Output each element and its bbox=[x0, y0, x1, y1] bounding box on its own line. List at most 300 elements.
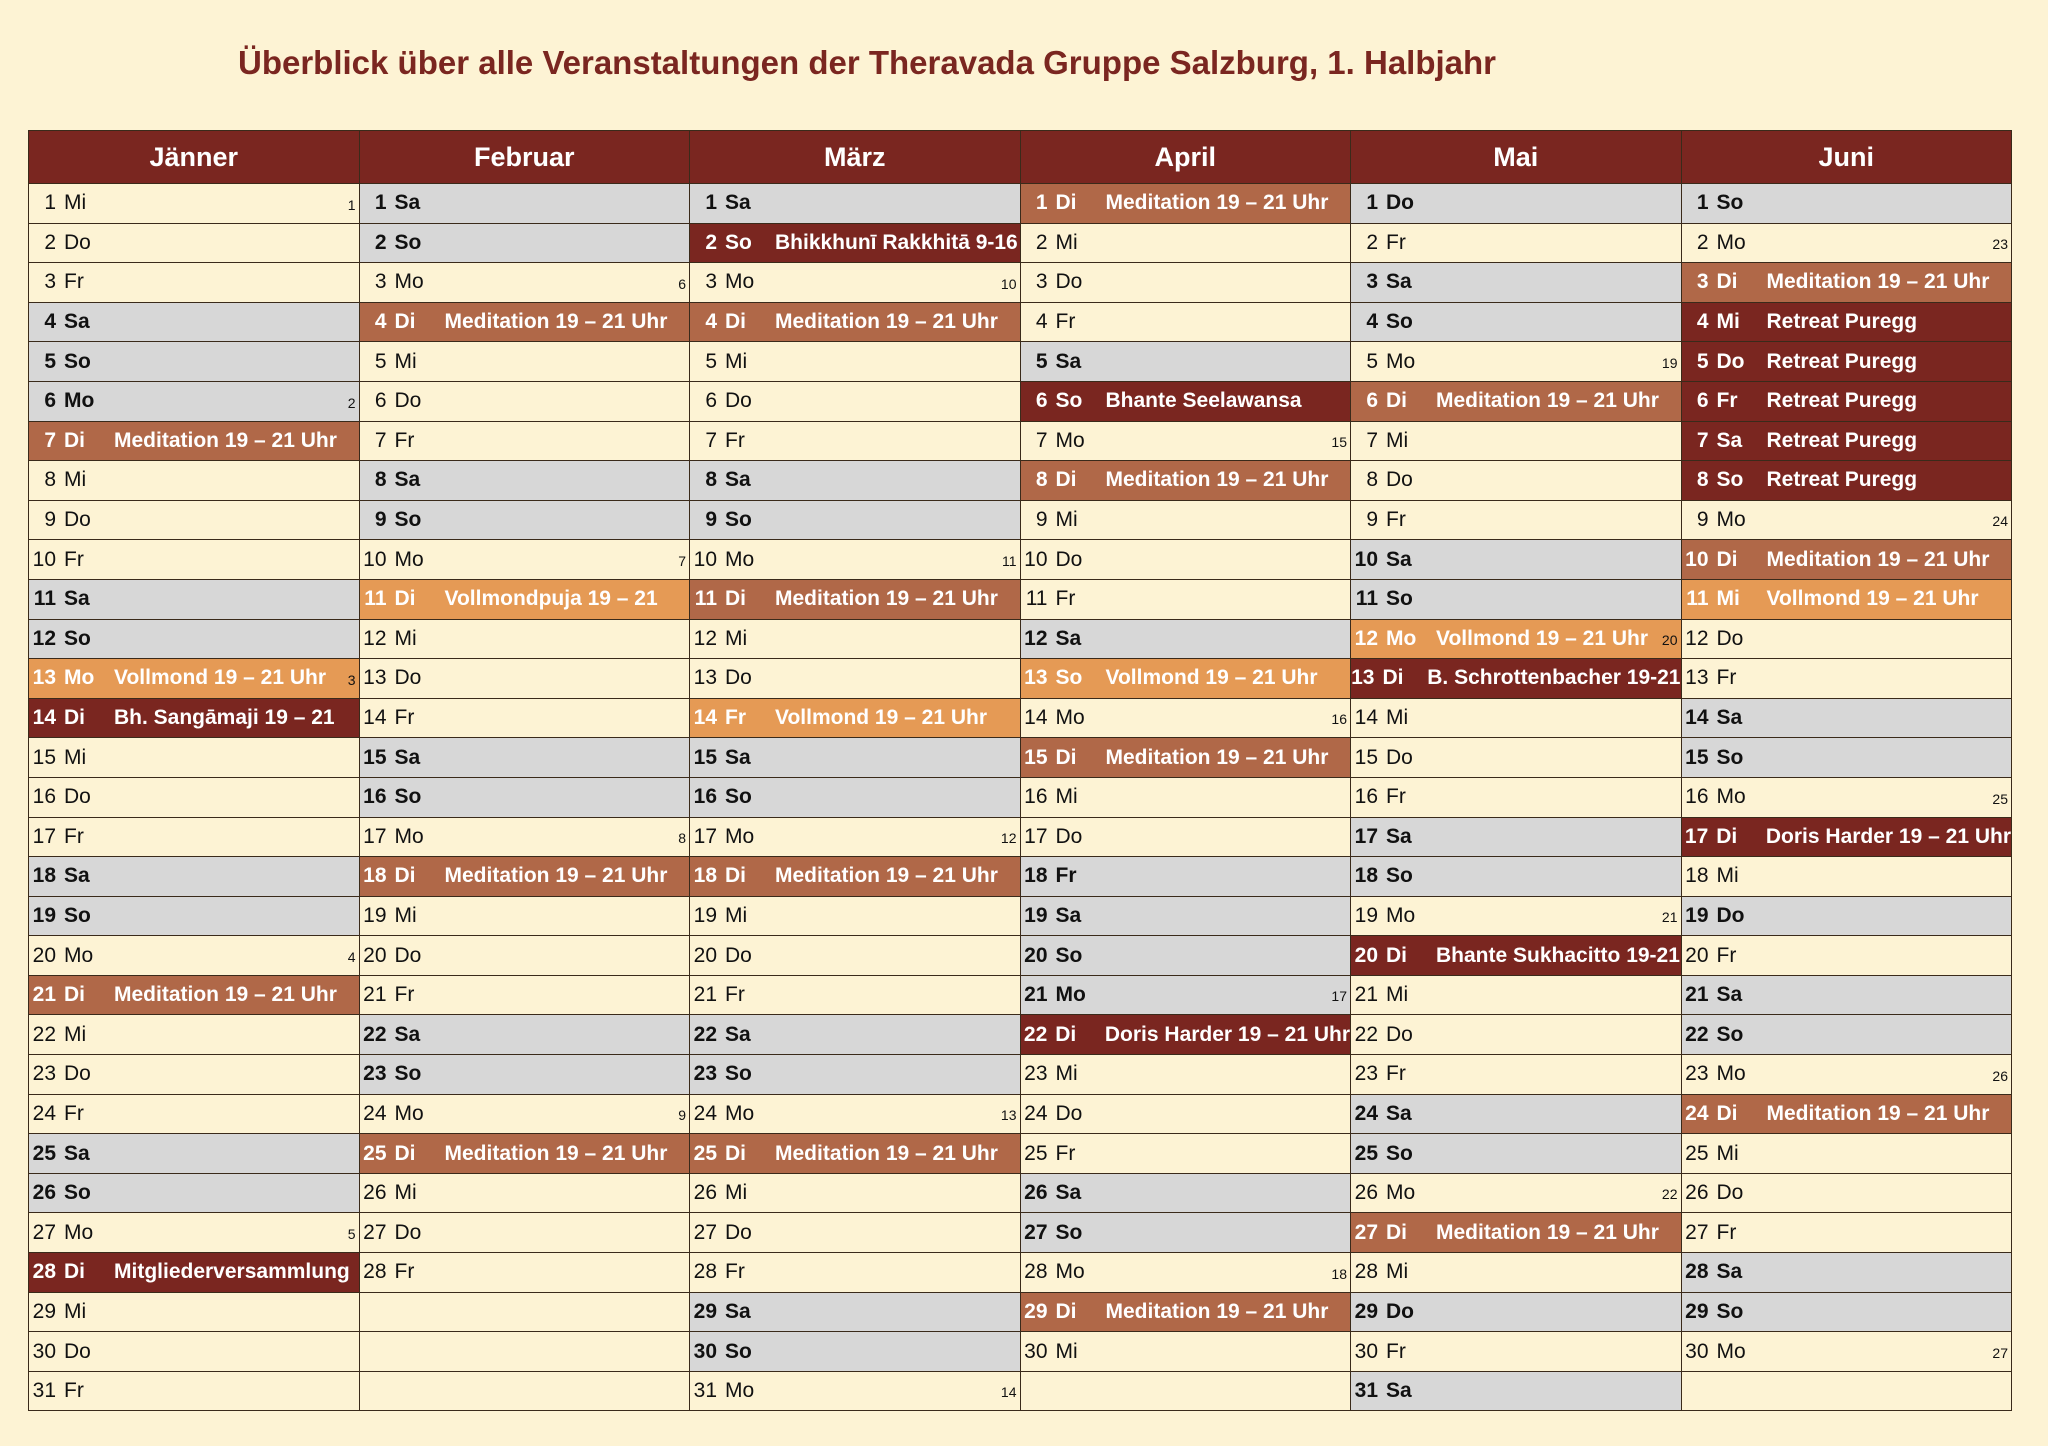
day-cell bbox=[1020, 1055, 1351, 1095]
month-header: März bbox=[690, 131, 1021, 184]
day-cell bbox=[1351, 302, 1682, 342]
day-cell bbox=[1351, 975, 1682, 1015]
day-row bbox=[29, 896, 2012, 936]
day-cell bbox=[690, 896, 1021, 936]
weekday: Do bbox=[394, 389, 422, 413]
day-cell bbox=[690, 540, 1021, 580]
day-number: 23 bbox=[1024, 1062, 1048, 1086]
event-label: Meditation 19 – 21 Uhr bbox=[1105, 191, 1329, 215]
day-number: 6 bbox=[705, 389, 717, 413]
day-number: 14 bbox=[363, 706, 387, 730]
weekday: Mo bbox=[1716, 1062, 1746, 1086]
day-row bbox=[29, 1292, 2012, 1332]
weekday: Di bbox=[64, 428, 85, 452]
day-number: 15 bbox=[693, 745, 717, 769]
weekday: Mo bbox=[725, 1379, 755, 1403]
day-number: 20 bbox=[32, 943, 56, 967]
day-cell bbox=[359, 500, 690, 540]
day-number: 3 bbox=[1696, 270, 1709, 294]
event-cell bbox=[29, 421, 360, 461]
day-cell bbox=[29, 817, 360, 857]
day-cell bbox=[1351, 1371, 1682, 1411]
month-header: Jänner bbox=[29, 131, 360, 184]
day-cell bbox=[29, 619, 360, 659]
week-number: 27 bbox=[1992, 1344, 2008, 1361]
weekday: Sa bbox=[1386, 270, 1412, 294]
event-cell bbox=[1351, 1213, 1682, 1253]
weekday: Do bbox=[394, 1220, 422, 1244]
day-cell bbox=[29, 579, 360, 619]
weekday: Fr bbox=[1386, 785, 1406, 809]
day-cell bbox=[690, 421, 1021, 461]
event-label: Retreat Puregg bbox=[1766, 310, 1918, 334]
event-cell bbox=[1020, 184, 1351, 224]
weekday: Mo bbox=[725, 547, 755, 571]
weekday: Di bbox=[1716, 824, 1738, 848]
day-number: 21 bbox=[32, 983, 56, 1007]
day-cell bbox=[29, 1173, 360, 1213]
day-row bbox=[29, 1332, 2012, 1372]
day-number: 13 bbox=[1024, 666, 1048, 690]
day-number: 15 bbox=[1354, 745, 1378, 769]
day-number: 7 bbox=[1035, 428, 1048, 452]
weekday: Fr bbox=[64, 270, 84, 294]
weekday: Mi bbox=[1716, 864, 1739, 888]
weekday: Fr bbox=[1055, 864, 1077, 888]
weekday: Mo bbox=[1386, 349, 1416, 373]
weekday: Do bbox=[1386, 191, 1414, 215]
weekday: Di bbox=[725, 587, 746, 611]
day-row bbox=[29, 184, 2012, 224]
weekday: Sa bbox=[1055, 1181, 1082, 1205]
weekday: Di bbox=[1055, 1022, 1077, 1046]
day-cell bbox=[1351, 1015, 1682, 1055]
day-cell bbox=[1020, 1213, 1351, 1253]
weekday: Fr bbox=[1716, 389, 1738, 413]
day-number: 10 bbox=[1354, 547, 1378, 571]
day-cell bbox=[690, 817, 1021, 857]
day-cell bbox=[690, 1015, 1021, 1055]
day-cell bbox=[1351, 579, 1682, 619]
day-number: 18 bbox=[1685, 864, 1709, 888]
weekday: Di bbox=[64, 706, 85, 730]
day-number: 26 bbox=[32, 1181, 56, 1205]
day-cell bbox=[690, 975, 1021, 1015]
day-row bbox=[29, 381, 2012, 421]
event-cell bbox=[690, 698, 1021, 738]
weekday: Mo bbox=[64, 666, 95, 690]
day-number: 17 bbox=[1024, 824, 1048, 848]
day-cell bbox=[690, 184, 1021, 224]
day-cell bbox=[690, 1292, 1021, 1332]
weekday: Fr bbox=[1386, 230, 1406, 254]
weekday: Mo bbox=[725, 270, 755, 294]
weekday: Fr bbox=[725, 1260, 745, 1284]
day-number: 14 bbox=[1354, 706, 1378, 730]
day-row bbox=[29, 777, 2012, 817]
event-label: Meditation 19 – 21 Uhr bbox=[1436, 1220, 1659, 1244]
weekday: Do bbox=[1055, 547, 1083, 571]
weekday: So bbox=[1716, 1299, 1744, 1323]
event-cell bbox=[690, 1134, 1021, 1174]
day-number: 25 bbox=[1024, 1141, 1048, 1165]
day-number: 5 bbox=[705, 349, 717, 373]
day-number: 23 bbox=[693, 1062, 717, 1086]
day-cell bbox=[359, 381, 690, 421]
event-cell bbox=[1681, 461, 2012, 501]
day-number: 19 bbox=[32, 903, 56, 927]
day-number: 17 bbox=[693, 824, 717, 848]
event-cell bbox=[359, 1134, 690, 1174]
day-number: 1 bbox=[705, 191, 717, 215]
day-number: 20 bbox=[693, 943, 717, 967]
day-cell bbox=[29, 1134, 360, 1174]
weekday: Di bbox=[1716, 547, 1738, 571]
weekday: Sa bbox=[64, 310, 90, 334]
day-number: 22 bbox=[693, 1022, 717, 1046]
weekday: So bbox=[1716, 191, 1744, 215]
weekday: Fr bbox=[1386, 1339, 1406, 1363]
day-cell bbox=[359, 342, 690, 382]
day-cell bbox=[29, 1094, 360, 1134]
weekday: Do bbox=[1716, 626, 1744, 650]
weekday: Fr bbox=[394, 706, 415, 730]
weekday: Do bbox=[394, 666, 422, 690]
weekday: Mo bbox=[1055, 706, 1085, 730]
day-row bbox=[29, 302, 2012, 342]
day-number: 29 bbox=[1685, 1299, 1709, 1323]
week-number: 25 bbox=[1992, 790, 2008, 807]
week-number: 17 bbox=[1331, 988, 1347, 1005]
event-label: Meditation 19 – 21 Uhr bbox=[775, 587, 998, 611]
day-number: 24 bbox=[693, 1101, 717, 1125]
day-cell bbox=[29, 461, 360, 501]
weekday: Mi bbox=[1716, 310, 1740, 334]
day-number: 28 bbox=[693, 1260, 717, 1284]
day-cell bbox=[29, 936, 360, 976]
event-cell bbox=[1681, 540, 2012, 580]
day-number: 26 bbox=[693, 1181, 717, 1205]
week-number: 21 bbox=[1661, 909, 1678, 926]
day-number: 31 bbox=[693, 1379, 717, 1403]
day-cell bbox=[359, 738, 690, 778]
weekday: Mi bbox=[1716, 587, 1740, 611]
day-number: 18 bbox=[32, 864, 56, 888]
weekday: Fr bbox=[1716, 666, 1737, 690]
day-number: 27 bbox=[32, 1220, 56, 1244]
weekday: Mi bbox=[725, 626, 748, 650]
day-number: 26 bbox=[1024, 1181, 1048, 1205]
event-cell bbox=[359, 579, 690, 619]
day-cell bbox=[359, 263, 690, 303]
event-label: Meditation 19 – 21 Uhr bbox=[775, 1141, 998, 1165]
day-number: 6 bbox=[1696, 389, 1709, 413]
weekday: So bbox=[1055, 666, 1083, 690]
day-row bbox=[29, 698, 2012, 738]
day-number: 23 bbox=[1685, 1062, 1709, 1086]
day-number: 1 bbox=[1366, 191, 1378, 215]
day-cell bbox=[1351, 1253, 1682, 1293]
day-number: 7 bbox=[374, 428, 387, 452]
day-cell bbox=[690, 1055, 1021, 1095]
day-cell bbox=[359, 421, 690, 461]
empty-cell bbox=[359, 1371, 690, 1411]
weekday: Fr bbox=[1716, 1220, 1737, 1244]
day-number: 11 bbox=[1025, 587, 1048, 611]
day-number: 1 bbox=[374, 191, 387, 215]
weekday: Sa bbox=[1055, 903, 1082, 927]
day-cell bbox=[359, 461, 690, 501]
day-cell bbox=[359, 1055, 690, 1095]
weekday: Di bbox=[1386, 943, 1407, 967]
event-label: Doris Harder 19 – 21 Uhr bbox=[1765, 824, 2011, 848]
event-cell bbox=[690, 857, 1021, 897]
event-label: B. Schrottenbacher 19-21 bbox=[1427, 666, 1681, 690]
week-number: 7 bbox=[678, 552, 686, 569]
event-cell bbox=[1681, 342, 2012, 382]
day-number: 28 bbox=[363, 1260, 387, 1284]
day-cell bbox=[1020, 975, 1351, 1015]
weekday: Di bbox=[64, 983, 85, 1007]
day-cell bbox=[29, 777, 360, 817]
day-cell bbox=[29, 184, 360, 224]
day-number: 19 bbox=[1354, 903, 1378, 927]
day-number: 8 bbox=[1366, 468, 1378, 492]
day-cell bbox=[359, 659, 690, 699]
event-cell bbox=[1351, 381, 1682, 421]
weekday: Mi bbox=[1386, 428, 1409, 452]
event-cell bbox=[1681, 817, 2012, 857]
day-number: 22 bbox=[1354, 1022, 1378, 1046]
day-number: 13 bbox=[1685, 666, 1709, 690]
weekday: Mi bbox=[725, 1181, 748, 1205]
weekday: Sa bbox=[1386, 824, 1412, 848]
weekday: So bbox=[394, 785, 422, 809]
day-number: 27 bbox=[693, 1220, 717, 1244]
event-label: Meditation 19 – 21 Uhr bbox=[1436, 389, 1659, 413]
day-cell bbox=[1351, 263, 1682, 303]
month-header-row bbox=[29, 131, 2012, 184]
day-number: 20 bbox=[363, 943, 387, 967]
day-cell bbox=[1681, 1055, 2012, 1095]
day-number: 25 bbox=[1354, 1141, 1378, 1165]
day-cell bbox=[1681, 184, 2012, 224]
week-number: 5 bbox=[347, 1226, 356, 1243]
day-number: 19 bbox=[693, 903, 717, 927]
day-cell bbox=[1681, 1015, 2012, 1055]
day-cell bbox=[1020, 342, 1351, 382]
weekday: So bbox=[1386, 864, 1413, 888]
day-cell bbox=[1681, 1292, 2012, 1332]
day-row bbox=[29, 857, 2012, 897]
day-number: 16 bbox=[32, 785, 56, 809]
week-number: 1 bbox=[347, 196, 356, 213]
weekday: Sa bbox=[725, 745, 751, 769]
event-label: Vollmond 19 – 21 Uhr bbox=[775, 706, 987, 730]
day-cell bbox=[29, 1055, 360, 1095]
week-number: 8 bbox=[678, 830, 686, 847]
day-cell bbox=[1020, 263, 1351, 303]
weekday: Sa bbox=[1716, 983, 1743, 1007]
weekday: So bbox=[1386, 310, 1413, 334]
day-cell bbox=[1351, 738, 1682, 778]
day-number: 8 bbox=[374, 468, 387, 492]
event-label: Mitgliederversammlung bbox=[114, 1260, 350, 1284]
event-cell bbox=[690, 302, 1021, 342]
day-number: 19 bbox=[363, 903, 387, 927]
event-label: Meditation 19 – 21 Uhr bbox=[444, 310, 668, 334]
weekday: Mi bbox=[64, 1299, 87, 1323]
day-number: 5 bbox=[1366, 349, 1378, 373]
week-number: 4 bbox=[347, 948, 356, 965]
weekday: Fr bbox=[394, 1260, 415, 1284]
event-label: Meditation 19 – 21 Uhr bbox=[775, 310, 998, 334]
day-number: 8 bbox=[705, 468, 717, 492]
day-number: 9 bbox=[705, 508, 717, 532]
day-cell bbox=[1020, 1332, 1351, 1372]
weekday: Mi bbox=[394, 1181, 417, 1205]
weekday: So bbox=[725, 230, 752, 254]
weekday: Sa bbox=[1386, 1379, 1412, 1403]
event-label: Vollmondpuja 19 – 21 bbox=[444, 587, 658, 611]
day-number: 4 bbox=[705, 310, 717, 334]
weekday: So bbox=[1055, 943, 1083, 967]
day-cell bbox=[1351, 540, 1682, 580]
day-cell bbox=[1681, 777, 2012, 817]
weekday: Di bbox=[1055, 1299, 1077, 1323]
day-cell bbox=[1681, 1134, 2012, 1174]
day-cell bbox=[1681, 1332, 2012, 1372]
weekday: Sa bbox=[725, 191, 751, 215]
weekday: Sa bbox=[725, 468, 751, 492]
day-cell bbox=[1020, 223, 1351, 263]
event-label: Meditation 19 – 21 Uhr bbox=[1766, 1101, 1990, 1125]
week-number: 2 bbox=[347, 394, 356, 411]
weekday: Sa bbox=[64, 1141, 90, 1165]
day-number: 28 bbox=[1024, 1260, 1048, 1284]
day-number: 11 bbox=[1686, 587, 1709, 611]
day-number: 12 bbox=[1024, 626, 1048, 650]
weekday: Sa bbox=[725, 1299, 751, 1323]
event-cell bbox=[1351, 619, 1682, 659]
weekday: Fr bbox=[1716, 943, 1737, 967]
day-cell bbox=[29, 500, 360, 540]
event-label: Vollmond 19 – 21 Uhr bbox=[1105, 666, 1318, 690]
weekday: Do bbox=[1055, 824, 1083, 848]
weekday: Sa bbox=[1386, 547, 1412, 571]
day-number: 16 bbox=[363, 785, 387, 809]
day-number: 10 bbox=[1685, 547, 1709, 571]
weekday: Mi bbox=[394, 903, 417, 927]
weekday: Mo bbox=[1716, 1339, 1746, 1363]
day-cell bbox=[690, 936, 1021, 976]
day-number: 21 bbox=[363, 983, 387, 1007]
event-cell bbox=[1020, 659, 1351, 699]
day-number: 16 bbox=[1685, 785, 1709, 809]
day-number: 4 bbox=[44, 310, 56, 334]
weekday: Sa bbox=[64, 587, 90, 611]
event-label: Meditation 19 – 21 Uhr bbox=[114, 428, 337, 452]
event-cell bbox=[359, 857, 690, 897]
day-number: 22 bbox=[1685, 1022, 1709, 1046]
weekday: Fr bbox=[725, 983, 745, 1007]
day-cell bbox=[1351, 500, 1682, 540]
day-row bbox=[29, 738, 2012, 778]
week-number: 26 bbox=[1992, 1067, 2008, 1084]
event-label: Meditation 19 – 21 Uhr bbox=[775, 864, 998, 888]
day-cell bbox=[690, 461, 1021, 501]
day-cell bbox=[1351, 342, 1682, 382]
day-number: 20 bbox=[1354, 943, 1378, 967]
weekday: Mi bbox=[64, 1022, 87, 1046]
week-number: 13 bbox=[1000, 1107, 1017, 1124]
weekday: Mo bbox=[64, 943, 94, 967]
day-number: 2 bbox=[1366, 230, 1378, 254]
day-cell bbox=[1351, 1173, 1682, 1213]
day-row bbox=[29, 936, 2012, 976]
day-number: 6 bbox=[44, 389, 56, 413]
weekday: Fr bbox=[394, 428, 415, 452]
event-cell bbox=[1681, 1094, 2012, 1134]
weekday: So bbox=[1386, 1141, 1413, 1165]
day-number: 19 bbox=[1024, 903, 1048, 927]
event-cell bbox=[29, 975, 360, 1015]
day-number: 26 bbox=[363, 1181, 387, 1205]
event-cell bbox=[359, 302, 690, 342]
week-number: 10 bbox=[1000, 275, 1017, 292]
weekday: So bbox=[64, 349, 91, 373]
event-cell bbox=[1681, 381, 2012, 421]
day-number: 8 bbox=[1696, 468, 1709, 492]
day-cell bbox=[29, 381, 360, 421]
weekday: Mi bbox=[1055, 1339, 1078, 1363]
day-cell bbox=[690, 263, 1021, 303]
event-label: Meditation 19 – 21 Uhr bbox=[1105, 745, 1329, 769]
day-number: 23 bbox=[32, 1062, 56, 1086]
day-number: 15 bbox=[363, 745, 387, 769]
weekday: Mo bbox=[394, 270, 424, 294]
weekday: Mo bbox=[1055, 983, 1086, 1007]
day-number: 1 bbox=[1035, 191, 1048, 215]
day-number: 5 bbox=[44, 349, 56, 373]
weekday: Do bbox=[1386, 1299, 1414, 1323]
day-number: 10 bbox=[1024, 547, 1048, 571]
day-number: 18 bbox=[1024, 864, 1048, 888]
day-number: 19 bbox=[1685, 903, 1709, 927]
day-row bbox=[29, 1173, 2012, 1213]
day-cell bbox=[1351, 184, 1682, 224]
day-row bbox=[29, 1094, 2012, 1134]
week-number: 24 bbox=[1992, 513, 2008, 530]
day-row bbox=[29, 342, 2012, 382]
weekday: Do bbox=[394, 943, 422, 967]
day-cell bbox=[1681, 659, 2012, 699]
weekday: Mo bbox=[394, 1101, 424, 1125]
weekday: So bbox=[725, 1339, 752, 1363]
weekday: Mo bbox=[64, 1220, 94, 1244]
day-cell bbox=[1351, 1134, 1682, 1174]
day-cell bbox=[1681, 1173, 2012, 1213]
day-number: 20 bbox=[1685, 943, 1709, 967]
day-cell bbox=[1020, 421, 1351, 461]
weekday: So bbox=[394, 1062, 422, 1086]
day-number: 29 bbox=[32, 1299, 56, 1323]
week-number: 15 bbox=[1331, 434, 1347, 451]
weekday: Di bbox=[1055, 468, 1077, 492]
event-label: Vollmond 19 – 21 Uhr bbox=[114, 666, 326, 690]
weekday: Do bbox=[725, 389, 752, 413]
day-row bbox=[29, 263, 2012, 303]
